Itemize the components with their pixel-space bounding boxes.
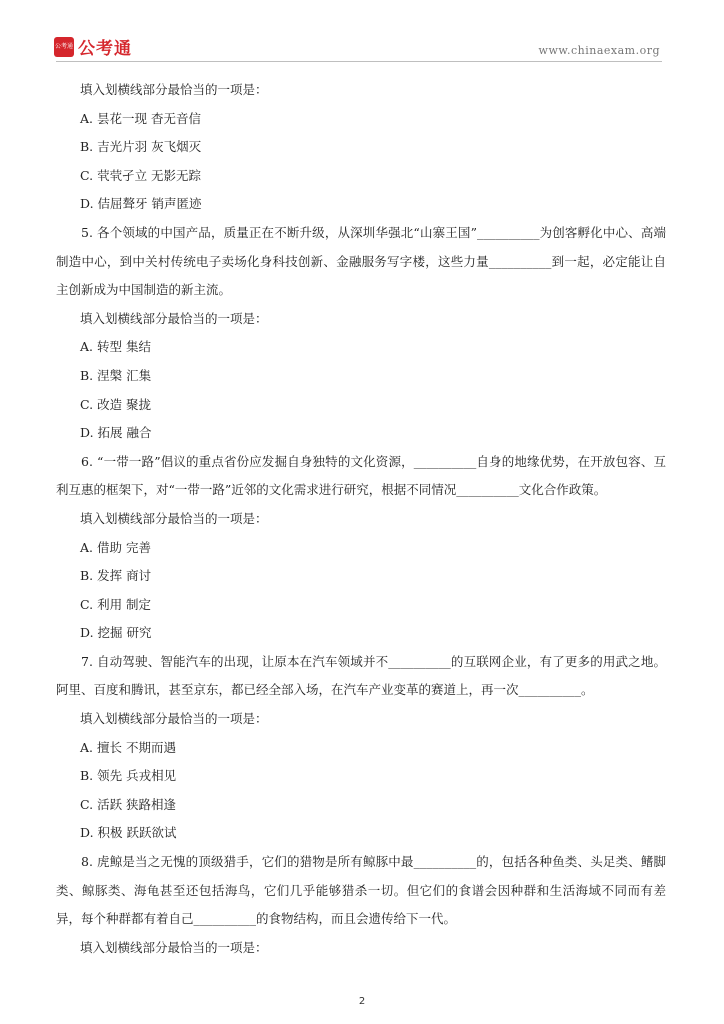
option-a: A. 借助 完善 <box>80 539 151 555</box>
brand-logo[interactable] <box>54 34 132 59</box>
page-number: 2 <box>358 996 366 1007</box>
document-body <box>56 76 666 962</box>
option-d: D. 佶屈聱牙 销声匿迹 <box>80 196 202 212</box>
option-c: C. 活跃 狭路相逢 <box>80 796 177 812</box>
prompt-line: 填入划横线部分最恰当的一项是： <box>80 510 268 526</box>
header-divider <box>56 61 662 62</box>
prompt-line: 填入划横线部分最恰当的一项是： <box>80 939 268 955</box>
option-c: C. 茕茕孑立 无影无踪 <box>80 167 202 183</box>
option-c: C. 改造 聚拢 <box>80 396 152 412</box>
prompt-line: 填入划横线部分最恰当的一项是： <box>80 711 268 727</box>
option-a: A. 擅长 不期而遇 <box>80 739 176 755</box>
question-6: 6. “一带一路”倡议的重点省份应发掘自身独特的文化资源，__________自身的地缘优势，在开放包容、互利互惠的框架下，对“一带一路”近邻的文化需求进行研究，根据不同情况__________文化合作政策。 <box>56 453 666 498</box>
logo-badge-icon: 公考通 <box>54 37 74 57</box>
question-5: 5. 各个领域的中国产品，质量正在不断升级，从深圳华强北“山寨王国”__________为创客孵化中心、高端制造中心，到中关村传统电子卖场化身科技创新、金融服务写字楼，这些力量__________到一起，必定能让自主创新成为中国制造的新主流。 <box>56 224 666 298</box>
option-b: B. 领先 兵戎相见 <box>80 768 177 784</box>
option-d: D. 挖掘 研究 <box>80 625 152 641</box>
question-7: 7. 自动驾驶、智能汽车的出现，让原本在汽车领域并不__________的互联网企业，有了更多的用武之地。阿里、百度和腾讯，甚至京东，都已经全部入场，在汽车产业变革的赛道上，再一次__________。 <box>56 653 666 698</box>
option-a: A. 昙花一现 杳无音信 <box>80 110 201 126</box>
option-a: A. 转型 集结 <box>80 339 151 355</box>
option-c: C. 利用 制定 <box>80 596 152 612</box>
logo-text: 公考通 <box>78 39 132 59</box>
prompt-line: 填入划横线部分最恰当的一项是： <box>80 310 268 326</box>
option-b: B. 吉光片羽 灰飞烟灭 <box>80 139 202 155</box>
option-b: B. 发挥 商讨 <box>80 568 152 584</box>
question-8: 8. 虎鲸是当之无愧的顶级猎手，它们的猎物是所有鲸豚中最__________的，包括各种鱼类、头足类、鳍脚类、鲸豚类、海龟甚至还包括海鸟，它们几乎能够猎杀一切。但它们的食谱会因种群和生活海域不同而有差异，每个种群都有着自己__________的食物结构，而且会遗传给下一代。 <box>56 854 666 927</box>
site-url[interactable]: www.chinaexam.org <box>538 44 660 57</box>
prompt-line: 填入划横线部分最恰当的一项是： <box>80 82 268 97</box>
option-b: B. 涅槃 汇集 <box>80 367 152 383</box>
page-header <box>0 0 724 64</box>
option-d: D. 拓展 融合 <box>80 425 152 441</box>
option-d: D. 积极 跃跃欲试 <box>80 825 177 841</box>
